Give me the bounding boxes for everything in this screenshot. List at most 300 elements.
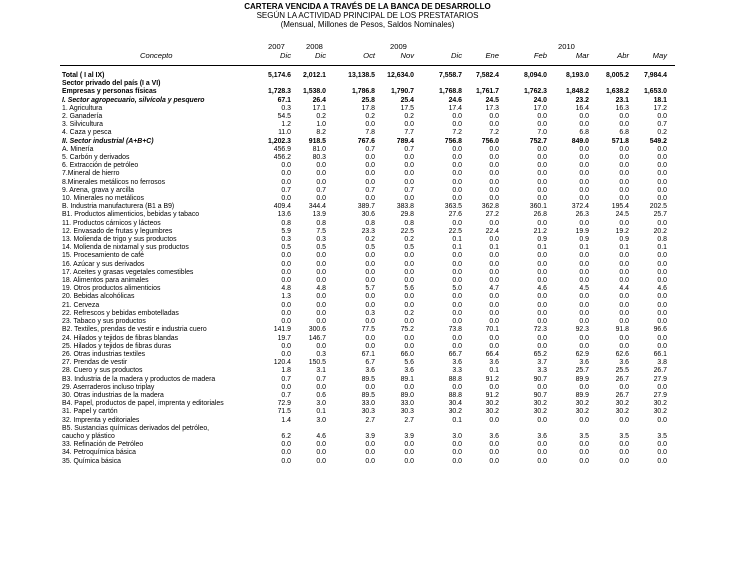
column-header: Abr	[617, 51, 629, 60]
table-cell: 0.0	[281, 383, 291, 391]
row-label: Empresas y personas físicas	[62, 88, 157, 96]
table-cell: 0.0	[316, 170, 326, 178]
table-cell: 2.7	[404, 416, 414, 424]
table-cell: 81.0	[312, 145, 326, 153]
table-row	[0, 236, 735, 244]
table-cell: 0.0	[281, 301, 291, 309]
table-cell: 0.0	[281, 178, 291, 186]
table-cell: 19.9	[575, 227, 589, 235]
table-cell: 30.3	[400, 408, 414, 416]
table-cell: 0.0	[537, 260, 547, 268]
table-cell: 0.2	[404, 236, 414, 244]
table-cell: 0.3	[316, 350, 326, 358]
table-row	[0, 97, 735, 105]
table-cell: 17.2	[653, 104, 667, 112]
table-cell: 4.8	[316, 285, 326, 293]
table-cell: 0.0	[316, 457, 326, 465]
table-cell: 0.8	[404, 219, 414, 227]
table-row	[0, 392, 735, 400]
table-cell: 3.6	[537, 432, 547, 440]
table-cell: 6.2	[281, 432, 291, 440]
table-cell: 2.7	[365, 416, 375, 424]
row-label: caucho y plástico	[62, 432, 115, 440]
table-cell: 0.0	[657, 154, 667, 162]
table-cell: 0.0	[537, 195, 547, 203]
table-cell: 0.0	[365, 301, 375, 309]
table-cell: 0.0	[365, 449, 375, 457]
table-cell: 5.0	[452, 285, 462, 293]
table-cell: 25.7	[653, 211, 667, 219]
table-cell: 26.7	[615, 375, 629, 383]
table-cell: 19.7	[277, 334, 291, 342]
table-cell: 0.0	[579, 293, 589, 301]
table-cell: 16.4	[575, 104, 589, 112]
table-cell: 3.8	[657, 359, 667, 367]
table-cell: 0.1	[452, 416, 462, 424]
table-cell: 22.4	[485, 227, 499, 235]
table-row	[0, 269, 735, 277]
table-cell: 0.0	[316, 162, 326, 170]
table-cell: 0.0	[619, 170, 629, 178]
column-header: Ene	[485, 51, 499, 60]
table-cell: 0.0	[365, 334, 375, 342]
table-cell: 0.0	[489, 252, 499, 260]
table-cell: 27.2	[485, 211, 499, 219]
table-cell: 0.0	[657, 383, 667, 391]
table-cell: 146.7	[308, 334, 326, 342]
table-cell: 20.2	[653, 227, 667, 235]
table-cell: 0.0	[537, 293, 547, 301]
table-cell: 300.6	[308, 326, 326, 334]
table-cell: 456.2	[273, 154, 291, 162]
table-cell: 11.0	[278, 129, 291, 137]
table-cell: 0.0	[404, 441, 414, 449]
row-label: B. Industria manufacturera (B1 a B9)	[62, 203, 175, 211]
table-row	[0, 343, 735, 351]
table-cell: 363.5	[444, 203, 462, 211]
table-cell: 0.7	[281, 186, 291, 194]
table-row	[0, 425, 735, 433]
table-cell: 0.0	[404, 293, 414, 301]
row-label: 8.Minerales metálicos no ferrosos	[62, 178, 166, 186]
table-cell: 0.0	[452, 268, 462, 276]
table-row	[0, 367, 735, 375]
table-cell: 3.3	[452, 367, 462, 375]
table-cell: 0.0	[619, 309, 629, 317]
table-cell: 0.0	[579, 318, 589, 326]
table-row	[0, 310, 735, 318]
table-cell: 73.8	[448, 326, 462, 334]
table-cell: 0.0	[452, 145, 462, 153]
table-cell: 195.4	[611, 203, 629, 211]
table-cell: 62.9	[575, 350, 589, 358]
table-cell: 22.5	[400, 227, 414, 235]
table-cell: 0.0	[452, 277, 462, 285]
table-cell: 3.3	[537, 367, 547, 375]
row-label: 30. Otras industrias de la madera	[62, 391, 164, 399]
row-label: 14. Molienda de nixtamal y sus productos	[62, 244, 189, 252]
table-cell: 3.7	[537, 359, 547, 367]
table-cell: 33.0	[400, 400, 414, 408]
table-cell: 0.0	[404, 457, 414, 465]
table-cell: 0.0	[537, 449, 547, 457]
table-cell: 0.3	[316, 236, 326, 244]
table-row	[0, 179, 735, 187]
table-cell: 383.8	[396, 203, 414, 211]
table-cell: 3.0	[316, 416, 326, 424]
table-cell: 17.5	[400, 104, 414, 112]
row-label: 33. Refinación de Petróleo	[62, 441, 144, 449]
table-cell: 12,634.0	[387, 72, 414, 79]
table-cell: 72.3	[533, 326, 547, 334]
table-cell: 0.0	[489, 293, 499, 301]
table-cell: 0.0	[657, 260, 667, 268]
table-cell: 0.0	[281, 309, 291, 317]
table-row	[0, 244, 735, 252]
row-label: 15. Procesamiento de café	[62, 252, 144, 260]
table-cell: 30.2	[615, 408, 629, 416]
table-row	[0, 252, 735, 260]
table-cell: 456.9	[273, 145, 291, 153]
table-row	[0, 146, 735, 154]
row-label: 7.Mineral de hierro	[62, 170, 120, 178]
table-cell: 0.0	[404, 301, 414, 309]
table-cell: 23.2	[575, 96, 589, 104]
table-row	[0, 170, 735, 178]
table-row	[0, 154, 735, 162]
row-label: Sector privado del país (I a VI)	[62, 80, 161, 88]
table-cell: 26.3	[575, 211, 589, 219]
table-cell: 0.0	[365, 195, 375, 203]
table-cell: 0.0	[365, 170, 375, 178]
row-label: Total ( I al IX)	[62, 72, 105, 79]
table-cell: 0.0	[316, 178, 326, 186]
table-cell: 65.2	[533, 350, 547, 358]
table-cell: 23.1	[615, 96, 629, 104]
table-cell: 0.7	[316, 375, 326, 383]
table-row	[0, 121, 735, 129]
table-cell: 0.0	[281, 195, 291, 203]
table-cell: 0.0	[537, 178, 547, 186]
row-label: 12. Envasado de frutas y legumbres	[62, 227, 173, 235]
table-cell: 0.0	[657, 441, 667, 449]
row-label: 16. Azúcar y sus derivados	[62, 260, 145, 268]
table-cell: 3.6	[619, 359, 629, 367]
table-cell: 756.0	[481, 137, 499, 145]
table-cell: 7.5	[316, 227, 326, 235]
table-cell: 0.0	[281, 252, 291, 260]
row-label: B1. Productos alimenticios, bebidas y tabaco	[62, 211, 200, 219]
table-cell: 0.0	[657, 186, 667, 194]
table-cell: 0.7	[281, 375, 291, 383]
table-cell: 0.0	[404, 383, 414, 391]
table-cell: 0.1	[316, 408, 326, 416]
table-cell: 0.3	[281, 104, 291, 112]
table-cell: 0.0	[657, 293, 667, 301]
table-cell: 17.8	[361, 104, 375, 112]
table-cell: 88.8	[448, 391, 462, 399]
table-cell: 0.2	[404, 113, 414, 121]
table-row	[0, 293, 735, 301]
table-row	[0, 138, 735, 146]
table-cell: 0.0	[281, 457, 291, 465]
row-label: B3. Industria de la madera y productos de madera	[62, 375, 216, 383]
table-cell: 0.0	[489, 457, 499, 465]
table-row	[0, 326, 735, 334]
table-cell: 752.7	[529, 137, 547, 145]
table-cell: 0.0	[657, 219, 667, 227]
table-row	[0, 113, 735, 121]
table-cell: 4.6	[657, 285, 667, 293]
table-row	[0, 441, 735, 449]
table-cell: 0.0	[489, 162, 499, 170]
row-label: 18. Alimentos para animales	[62, 277, 149, 285]
table-cell: 120.4	[273, 359, 291, 367]
table-cell: 0.0	[579, 170, 589, 178]
table-cell: 19.2	[615, 227, 629, 235]
table-cell: 0.1	[537, 244, 547, 252]
table-row	[0, 80, 735, 88]
row-label: 31. Papel y cartón	[62, 408, 118, 416]
table-cell: 0.0	[579, 178, 589, 186]
table-cell: 92.3	[575, 326, 589, 334]
table-cell: 0.0	[452, 252, 462, 260]
table-cell: 0.0	[404, 277, 414, 285]
row-label: 13. Molienda de trigo y sus productos	[62, 236, 177, 244]
table-cell: 25.7	[575, 367, 589, 375]
table-row	[0, 449, 735, 457]
table-cell: 0.0	[365, 277, 375, 285]
table-cell: 0.7	[404, 186, 414, 194]
table-cell: 5.9	[281, 227, 291, 235]
table-cell: 30.2	[615, 400, 629, 408]
table-cell: 849.0	[571, 137, 589, 145]
row-label: 3. Silvicultura	[62, 121, 103, 129]
table-cell: 0.0	[489, 342, 499, 350]
table-cell: 91.8	[615, 326, 629, 334]
table-cell: 3.6	[365, 367, 375, 375]
table-cell: 549.2	[649, 137, 667, 145]
table-cell: 91.2	[485, 391, 499, 399]
data-table	[0, 72, 735, 466]
table-cell: 13.6	[277, 211, 291, 219]
table-cell: 26.7	[653, 367, 667, 375]
table-cell: 0.0	[404, 449, 414, 457]
table-row	[0, 211, 735, 219]
table-cell: 0.0	[489, 301, 499, 309]
table-cell: 0.0	[316, 277, 326, 285]
table-cell: 13.9	[312, 211, 326, 219]
row-label: 23. Tabaco y sus productos	[62, 318, 146, 326]
table-cell: 0.0	[452, 293, 462, 301]
table-cell: 13,138.5	[348, 72, 375, 79]
table-cell: 17.4	[448, 104, 462, 112]
table-cell: 0.0	[579, 186, 589, 194]
report-units: (Mensual, Millones de Pesos, Saldos Nominales)	[280, 20, 455, 29]
table-cell: 0.0	[281, 162, 291, 170]
table-cell: 202.5	[649, 203, 667, 211]
table-cell: 5.6	[404, 285, 414, 293]
table-cell: 0.0	[452, 441, 462, 449]
table-cell: 0.0	[489, 260, 499, 268]
table-cell: 0.0	[489, 268, 499, 276]
table-cell: 24.6	[448, 96, 462, 104]
row-label: 35. Química básica	[62, 457, 121, 465]
table-cell: 7.2	[452, 129, 462, 137]
row-label: 24. Hilados y tejidos de fibras blandas	[62, 334, 179, 342]
table-cell: 1.2	[281, 121, 291, 129]
table-cell: 89.9	[575, 391, 589, 399]
table-cell: 0.0	[537, 113, 547, 121]
table-row	[0, 203, 735, 211]
table-cell: 67.1	[361, 350, 375, 358]
table-cell: 0.1	[489, 244, 499, 252]
table-cell: 767.6	[357, 137, 375, 145]
table-row	[0, 335, 735, 343]
table-cell: 0.0	[365, 154, 375, 162]
table-cell: 0.0	[452, 113, 462, 121]
table-cell: 7.2	[489, 129, 499, 137]
table-cell: 0.0	[316, 318, 326, 326]
table-cell: 0.0	[537, 121, 547, 129]
table-cell: 0.0	[579, 252, 589, 260]
table-cell: 0.0	[579, 121, 589, 129]
table-cell: 0.0	[452, 170, 462, 178]
table-cell: 0.8	[365, 219, 375, 227]
table-cell: 0.0	[365, 268, 375, 276]
table-cell: 0.9	[579, 236, 589, 244]
table-cell: 88.8	[448, 375, 462, 383]
table-cell: 0.7	[365, 186, 375, 194]
row-label: 11. Productos cárnicos y lácteos	[62, 219, 161, 227]
table-cell: 0.0	[537, 170, 547, 178]
table-cell: 1,653.0	[644, 88, 667, 96]
table-cell: 0.0	[537, 441, 547, 449]
table-cell: 0.0	[489, 277, 499, 285]
table-row	[0, 162, 735, 170]
column-header: Mar	[575, 51, 589, 60]
table-cell: 0.0	[404, 260, 414, 268]
table-row	[0, 285, 735, 293]
table-cell: 3.0	[452, 432, 462, 440]
table-cell: 0.0	[537, 457, 547, 465]
table-row	[0, 318, 735, 326]
table-cell: 0.0	[489, 154, 499, 162]
table-cell: 0.0	[579, 113, 589, 121]
table-cell: 0.0	[316, 449, 326, 457]
table-cell: 1,761.7	[476, 88, 499, 96]
table-cell: 0.0	[489, 318, 499, 326]
table-row	[0, 277, 735, 285]
table-cell: 0.0	[452, 260, 462, 268]
table-cell: 0.0	[365, 121, 375, 129]
table-cell: 21.2	[533, 227, 547, 235]
table-row	[0, 351, 735, 359]
table-cell: 3.9	[365, 432, 375, 440]
table-cell: 3.6	[489, 432, 499, 440]
table-cell: 0.0	[404, 318, 414, 326]
table-cell: 0.0	[657, 170, 667, 178]
table-cell: 0.9	[619, 236, 629, 244]
table-row	[0, 384, 735, 392]
table-cell: 0.0	[657, 113, 667, 121]
table-cell: 0.1	[489, 367, 499, 375]
table-cell: 0.0	[537, 416, 547, 424]
table-cell: 0.0	[537, 145, 547, 153]
table-cell: 4.6	[537, 285, 547, 293]
column-header: Oct	[363, 51, 375, 60]
column-header: May	[652, 51, 667, 60]
row-label: 2. Ganadería	[62, 113, 103, 121]
table-cell: 0.0	[619, 252, 629, 260]
table-cell: 0.7	[365, 145, 375, 153]
table-cell: 7.8	[365, 129, 375, 137]
table-cell: 0.0	[281, 342, 291, 350]
table-cell: 0.0	[365, 342, 375, 350]
row-label: 20. Bebidas alcohólicas	[62, 293, 135, 301]
table-cell: 0.0	[452, 301, 462, 309]
table-cell: 0.0	[579, 260, 589, 268]
table-cell: 0.0	[619, 383, 629, 391]
row-label: 1. Agricultura	[62, 104, 103, 112]
row-label: 21. Cerveza	[62, 301, 100, 309]
column-header: Dic	[280, 51, 291, 60]
table-cell: 0.0	[619, 334, 629, 342]
table-cell: 3.0	[316, 400, 326, 408]
table-cell: 54.5	[277, 113, 291, 121]
table-cell: 6.8	[579, 129, 589, 137]
table-cell: 0.0	[316, 342, 326, 350]
table-cell: 23.3	[361, 227, 375, 235]
table-cell: 0.2	[657, 129, 667, 137]
table-cell: 0.0	[657, 195, 667, 203]
table-cell: 0.0	[619, 318, 629, 326]
table-cell: 0.0	[281, 449, 291, 457]
table-cell: 0.0	[579, 154, 589, 162]
table-cell: 17.1	[312, 104, 326, 112]
table-cell: 16.3	[615, 104, 629, 112]
table-cell: 0.0	[281, 350, 291, 358]
table-cell: 0.0	[657, 309, 667, 317]
table-cell: 72.9	[277, 400, 291, 408]
row-label: 29. Aserraderos incluso triplay	[62, 383, 155, 391]
table-cell: 0.0	[489, 170, 499, 178]
table-cell: 756.8	[444, 137, 462, 145]
table-cell: 30.3	[361, 408, 375, 416]
table-cell: 571.8	[611, 137, 629, 145]
table-cell: 90.7	[533, 375, 547, 383]
column-header: Nov	[400, 51, 414, 60]
row-label: 26. Otras industrias textiles	[62, 350, 146, 358]
table-cell: 0.0	[281, 277, 291, 285]
row-label: B5. Sustancias químicas derivados del petróleo,	[62, 424, 210, 432]
table-cell: 0.0	[365, 457, 375, 465]
table-cell: 0.0	[619, 145, 629, 153]
table-cell: 8,193.0	[566, 72, 589, 79]
table-row	[0, 359, 735, 367]
table-cell: 0.0	[316, 309, 326, 317]
table-cell: 70.1	[485, 326, 499, 334]
table-cell: 0.0	[365, 162, 375, 170]
table-cell: 0.0	[316, 195, 326, 203]
table-cell: 0.8	[657, 236, 667, 244]
table-cell: 0.0	[316, 383, 326, 391]
year-label-2007: 2007	[268, 42, 285, 51]
table-cell: 0.0	[316, 301, 326, 309]
table-cell: 30.2	[575, 408, 589, 416]
table-cell: 0.0	[489, 449, 499, 457]
table-cell: 0.0	[316, 252, 326, 260]
